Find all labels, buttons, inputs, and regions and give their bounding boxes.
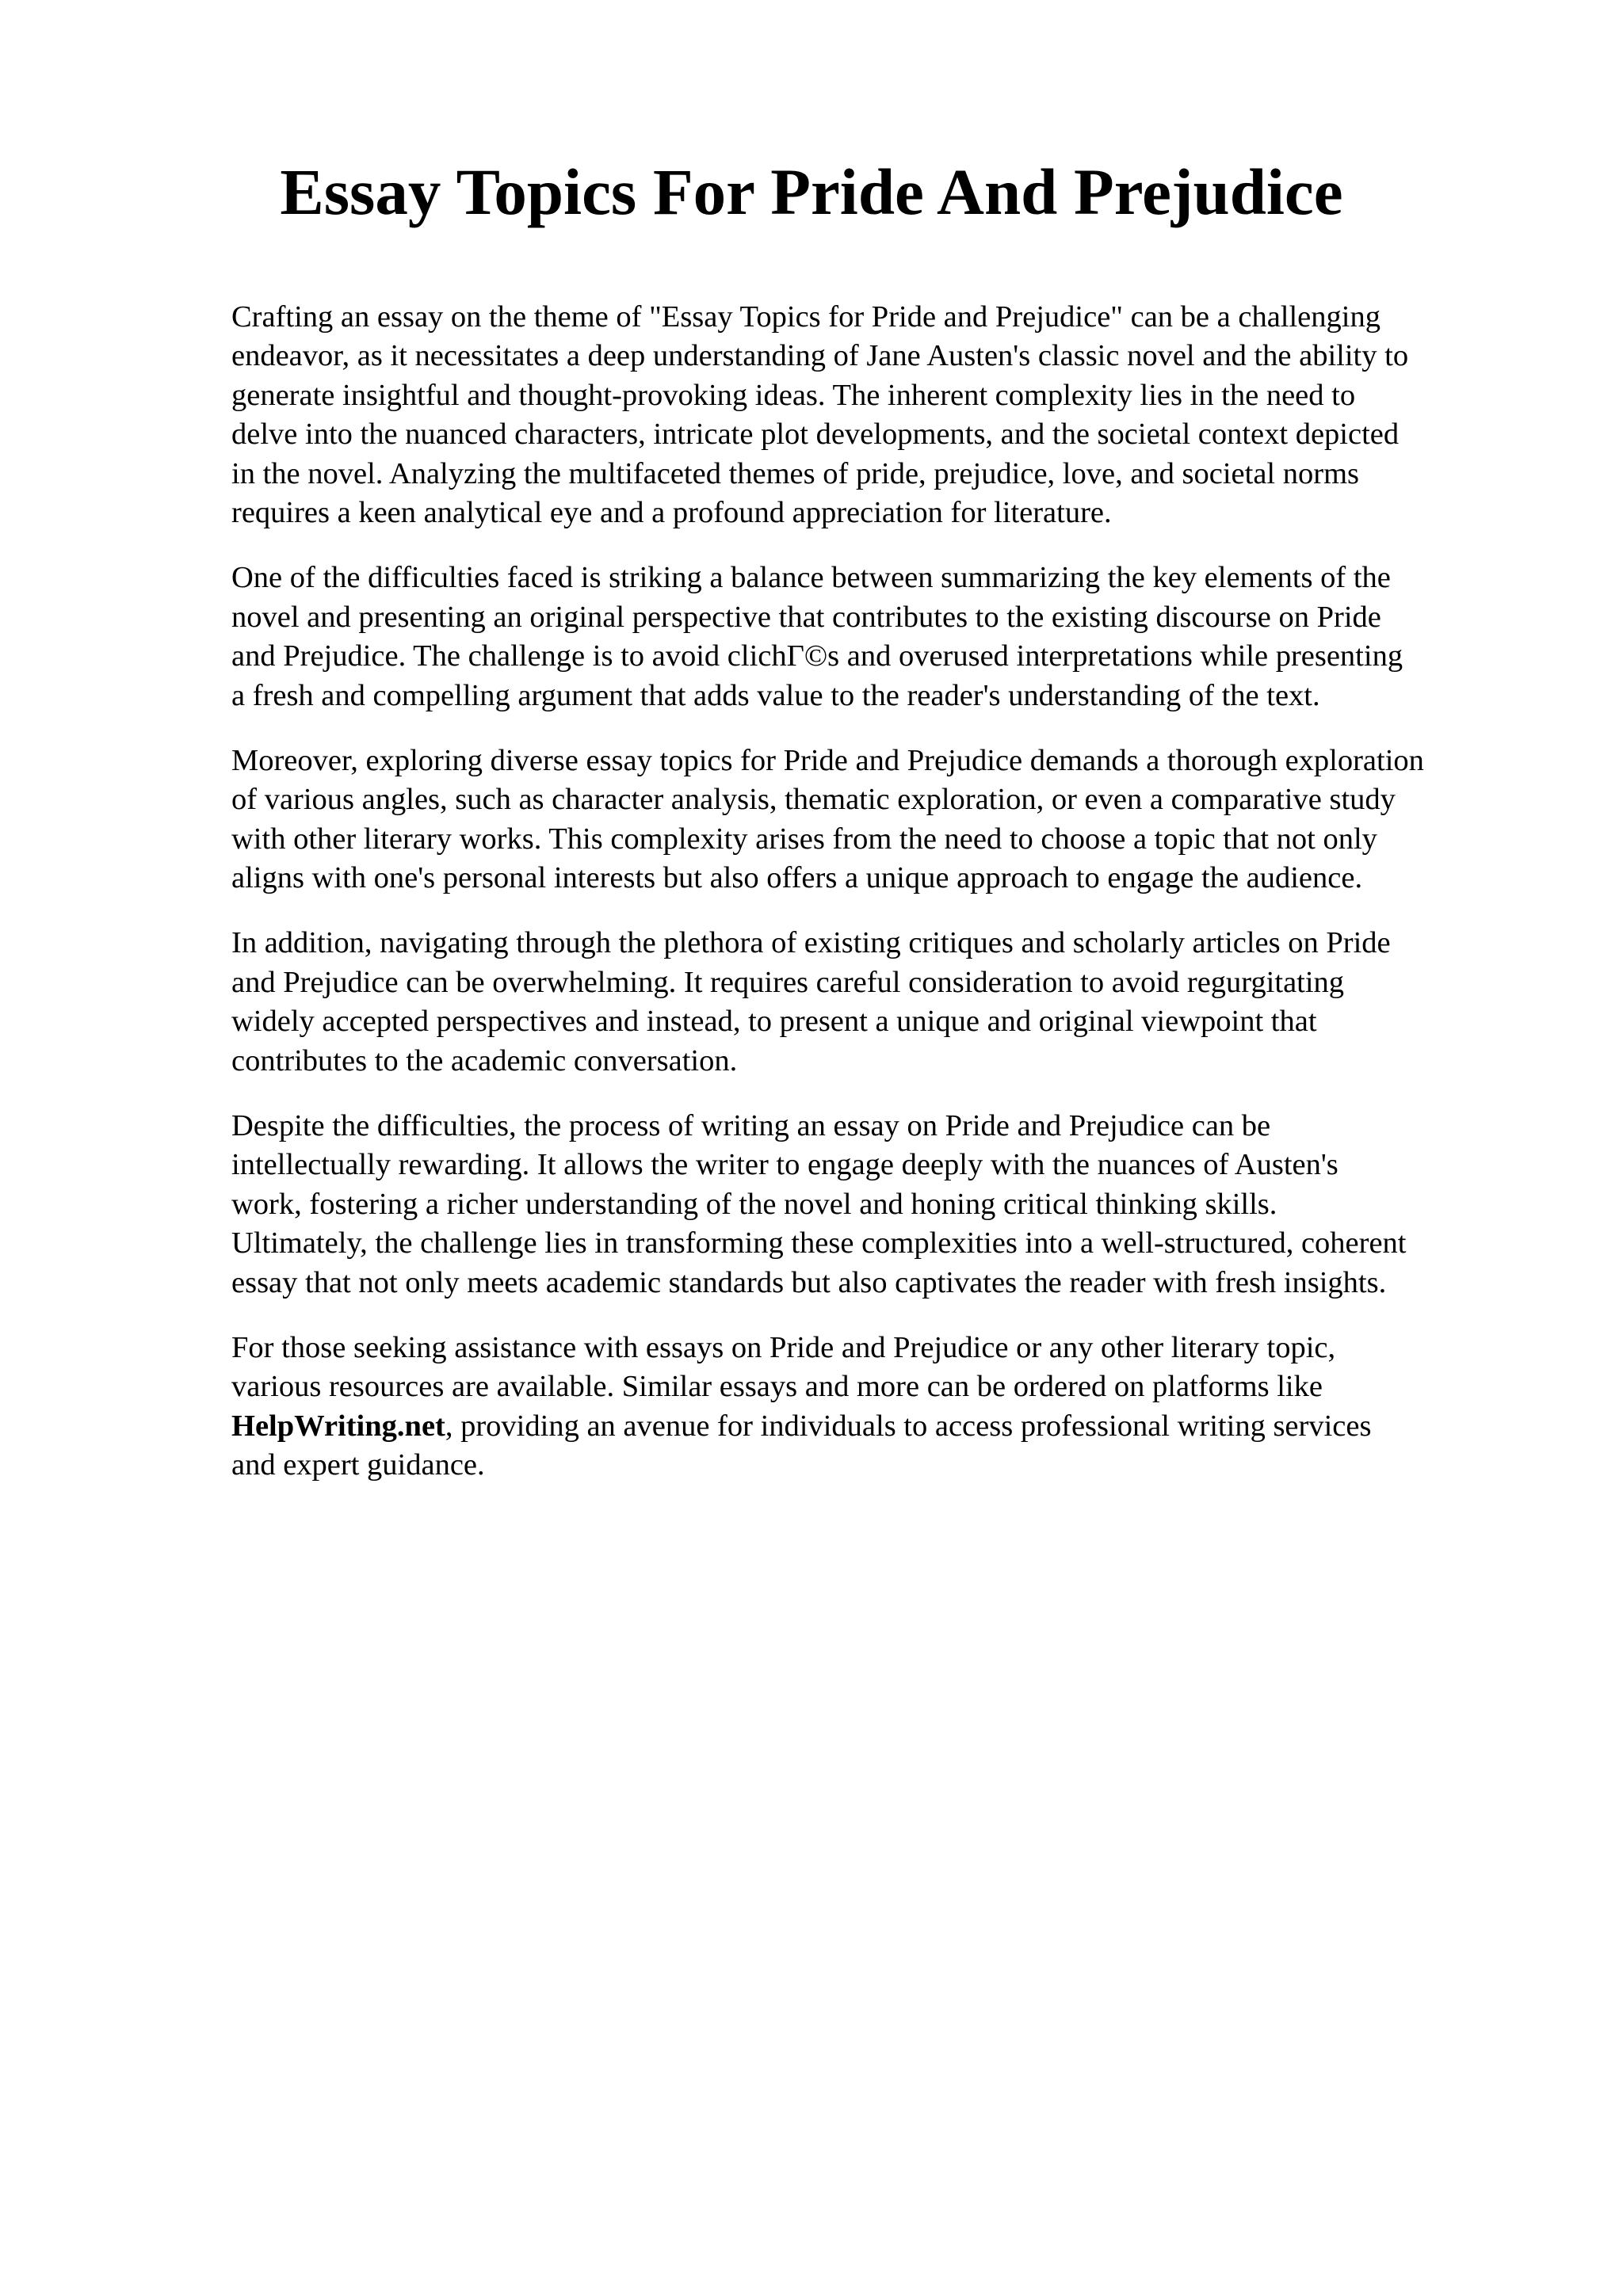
paragraph-line: generate insightful and thought-provoking ideas. The inherent complexity lies in the need to [231,378,1356,412]
paragraph-line: One of the difficulties faced is striking a balance between summarizing the key elements of the [231,561,1391,595]
paragraph-line: Despite the difficulties, the process of writing an essay on Pride and Prejudice can be [231,1109,1271,1143]
paragraph-line-brand [231,1407,1547,1446]
document-body [231,298,1547,1512]
paragraph-line: delve into the nuanced characters, intricate plot developments, and the societal context depicted [231,418,1400,452]
paragraph-line: essay that not only meets academic standards but also captivates the reader with fresh insights. [231,1265,1387,1299]
paragraph-4 [231,924,1547,1081]
paragraph-line: requires a keen analytical eye and a profound appreciation for literature. [231,495,1112,529]
paragraph-1 [231,298,1547,532]
paragraph-line: various resources are available. Similar essays and more can be ordered on platforms like [231,1370,1323,1404]
paragraph-line: novel and presenting an original perspective that contributes to the existing discourse on Pride [231,600,1381,634]
paragraph-line: and Prejudice can be overwhelming. It requires careful consideration to avoid regurgitating [231,965,1345,999]
paragraph-line: of various angles, such as character analysis, thematic exploration, or even a comparative study [231,783,1396,817]
paragraph-line: and Prejudice. The challenge is to avoid clichΓ©s and overused interpretations while presenting [231,639,1403,673]
paragraph-line: in the novel. Analyzing the multifaceted themes of pride, prejudice, love, and societal norms [231,456,1359,490]
paragraph-line: contributes to the academic conversation. [231,1043,738,1077]
brand-line-continuation: , providing an avenue for individuals to access professional writing services [445,1409,1372,1443]
paragraph-2 [231,559,1547,715]
paragraph-line: with other literary works. This complexity arises from the need to choose a topic that not only [231,822,1377,856]
paragraph-line: aligns with one's personal interests but also offers a unique approach to engage the audience. [231,861,1363,895]
paragraph-line: work, fostering a richer understanding of the novel and honing critical thinking skills. [231,1187,1277,1221]
paragraph-line: intellectually rewarding. It allows the writer to engage deeply with the nuances of Austen's [231,1148,1338,1182]
paragraph-line: Crafting an essay on the theme of "Essay Topics for Pride and Prejudice" can be a challenging [231,300,1381,334]
paragraph-line: and expert guidance. [231,1448,485,1482]
document-title: Essay Topics For Pride And Prejudice [280,155,1343,228]
brand-name: HelpWriting.net [231,1409,445,1443]
paragraph-line: endeavor, as it necessitates a deep understanding of Jane Austen's classic novel and the ability to [231,339,1409,373]
paragraph-line: Ultimately, the challenge lies in transforming these complexities into a well-structured, coherent [231,1226,1407,1261]
paragraph-line: a fresh and compelling argument that adds value to the reader's understanding of the text. [231,678,1320,712]
paragraph-line: widely accepted perspectives and instead, to present a unique and original viewpoint that [231,1005,1317,1039]
paragraph-6 [231,1329,1547,1486]
paragraph-line: In addition, navigating through the plethora of existing critiques and scholarly articles on Pride [231,926,1391,960]
paragraph-3 [231,742,1547,898]
paragraph-line: Moreover, exploring diverse essay topics for Pride and Prejudice demands a thorough exploration [231,743,1424,777]
paragraph-5 [231,1107,1547,1302]
paragraph-line: For those seeking assistance with essays on Pride and Prejudice or any other literary topic, [231,1330,1336,1364]
